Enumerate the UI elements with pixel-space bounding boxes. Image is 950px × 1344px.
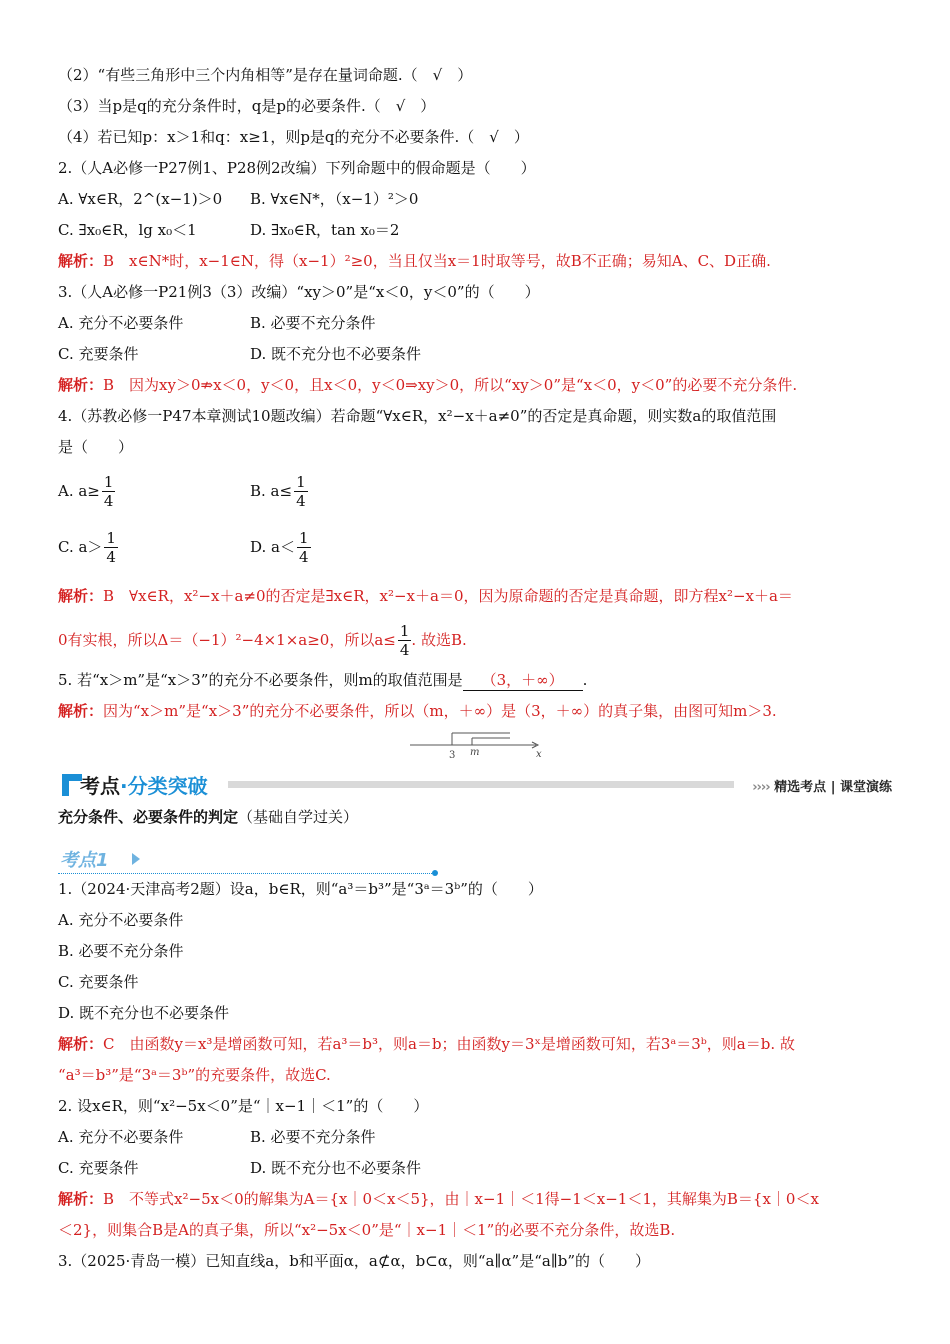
fraction xyxy=(104,529,118,566)
label-3: 3 xyxy=(449,750,456,761)
q4-option-c[interactable] xyxy=(58,519,250,575)
q4-solution-cont xyxy=(58,617,892,663)
fraction-num: 1 xyxy=(399,621,410,640)
p1-option-b[interactable]: B. 必要不充分条件 xyxy=(58,942,184,960)
option-prefix: D. a＜ xyxy=(250,538,295,556)
q3-options-row2 xyxy=(58,339,892,370)
banner-right xyxy=(752,776,892,795)
banner-title-dot: · xyxy=(120,774,128,798)
solution-label: 解析： xyxy=(58,587,104,605)
q5-stem-text: 5. 若“x＞m”是“x＞3”的充分不必要条件，则m的取值范围是 xyxy=(58,671,463,689)
q3-option-d[interactable]: D. 既不充分也不必要条件 xyxy=(250,345,422,363)
number-line-figure xyxy=(410,727,892,763)
fraction xyxy=(294,473,308,510)
q2-option-b[interactable]: B. ∀x∈N*，（x−1）²＞0 xyxy=(250,190,419,208)
solution-text: B 因为xy＞0⇏x＜0，y＜0，且x＜0，y＜0⇒xy＞0，所以“xy＞0”是“x＜0，y＜0”的必要不充分条件. xyxy=(103,376,798,394)
option-prefix: B. a≤ xyxy=(250,482,293,500)
section-title-text: 充分条件、必要条件的判定 xyxy=(58,808,239,826)
p2-option-d[interactable]: D. 既不充分也不必要条件 xyxy=(250,1159,422,1177)
solution-text: 0有实根，所以Δ＝（−1）²−4×1×a≥0，所以a≤ xyxy=(58,631,396,649)
question-4-stem: 4.（苏教必修一P47本章测试10题改编）若命题“∀x∈R，x²−x＋a≠0”的否定是真命题，则实数a的取值范围 xyxy=(58,407,777,425)
solution-label: 解析： xyxy=(58,376,104,394)
q3-option-b[interactable]: B. 必要不充分条件 xyxy=(250,314,376,332)
banner-right-sep: | xyxy=(830,780,836,795)
fraction-num: 1 xyxy=(103,472,114,491)
q2-option-a[interactable]: A. ∀x∈R，2^(x−1)＞0 xyxy=(58,190,223,208)
section-title xyxy=(58,806,358,827)
fraction-den: 4 xyxy=(106,547,116,566)
triangle-right-icon xyxy=(132,853,140,865)
q4-option-b[interactable] xyxy=(250,463,308,519)
q2-option-c[interactable]: C. ∃x₀∈R，lg x₀＜1 xyxy=(58,221,197,239)
q3-option-a[interactable]: A. 充分不必要条件 xyxy=(58,314,184,332)
solution-text: C 由函数y＝x³是增函数可知，若a³＝b³，则a＝b；由函数y＝3ˣ是增函数可知，若3ᵃ＝3ᵇ，则a＝b. 故 xyxy=(103,1035,795,1053)
item-line: （2）“有些三角形中三个内角相等”是存在量词命题.（ √ ） xyxy=(58,66,473,84)
chevrons-icon: ›››› xyxy=(752,780,770,795)
banner-title xyxy=(80,770,208,799)
question-2-stem: 2.（人A必修一P27例1、P28例2改编）下列命题中的假命题是（ ） xyxy=(58,159,536,177)
fraction xyxy=(297,529,311,566)
banner-divider xyxy=(228,781,734,788)
solution-text: B 不等式x²−5x＜0的解集为A＝{x｜0＜x＜5}，由｜x−1｜＜1得−1＜x−1＜1，其解集为B＝{x｜0＜x xyxy=(103,1190,819,1208)
label-m: m xyxy=(470,747,480,758)
p2-options-row1 xyxy=(58,1122,892,1153)
banner-title-b: 分类突破 xyxy=(127,774,208,798)
q2-option-d[interactable]: D. ∃x₀∈R，tan x₀＝2 xyxy=(250,221,400,239)
q4-option-d[interactable] xyxy=(250,519,311,575)
question-block-bottom xyxy=(58,874,892,1277)
p1-option-c[interactable]: C. 充要条件 xyxy=(58,973,139,991)
banner-right-a: 精选考点 xyxy=(774,780,827,795)
p2-option-b[interactable]: B. 必要不充分条件 xyxy=(250,1128,376,1146)
question-3-stem: 3.（人A必修一P21例3（3）改编）“xy＞0”是“x＜0，y＜0”的（ ） xyxy=(58,283,540,301)
solution-text: B x∈N*时，x−1∈N，得（x−1）²≥0，当且仅当x＝1时取等号，故B不正确；易知A、C、D正确. xyxy=(103,252,771,270)
q2-options-row2 xyxy=(58,215,892,246)
p2-solution-cont: ＜2}，则集合B是A的真子集，所以“x²−5x＜0”是“｜x−1｜＜1”的必要不充分条件，故选B. xyxy=(58,1221,676,1239)
solution-text: 因为“x＞m”是“x＞3”的充分不必要条件，所以（m，＋∞）是（3，＋∞）的真子集，由图可知m＞3. xyxy=(103,702,777,720)
p2-option-c[interactable]: C. 充要条件 xyxy=(58,1159,139,1177)
p1-option-a[interactable]: A. 充分不必要条件 xyxy=(58,911,184,929)
fraction-num: 1 xyxy=(106,528,116,547)
p3-stem: 3.（2025·青岛一模）已知直线a，b和平面α，a⊄α，b⊂α，则“a∥α”是“a∥b”的（ ） xyxy=(58,1252,651,1270)
q4-options-row2 xyxy=(58,519,892,575)
q3-options-row1 xyxy=(58,308,892,339)
item-line: （4）若已知p：x＞1和q：x≥1，则p是q的充分不必要条件.（ √ ） xyxy=(58,128,529,146)
question-block-top xyxy=(58,60,892,763)
solution-label: 解析： xyxy=(58,252,104,270)
solution-label: 解析： xyxy=(58,1190,104,1208)
fraction-den: 4 xyxy=(103,491,114,510)
q5-answer-blank[interactable]: （3，＋∞） xyxy=(463,670,583,691)
question-4-stem-cont: 是（ ） xyxy=(58,438,134,456)
p2-stem: 2. 设x∈R，则“x²−5x＜0”是“｜x−1｜＜1”的（ ） xyxy=(58,1097,429,1115)
fraction-den: 4 xyxy=(399,640,410,659)
solution-label: 解析： xyxy=(58,1035,104,1053)
option-prefix: C. a＞ xyxy=(58,538,103,556)
p2-options-row2 xyxy=(58,1153,892,1184)
solution-text: B ∀x∈R，x²−x＋a≠0的否定是∃x∈R，x²−x＋a＝0，因为原命题的否定是真命题，即方程x²−x＋a＝ xyxy=(103,587,793,605)
label-x: x xyxy=(536,749,542,760)
q4-options-row1 xyxy=(58,463,892,519)
p1-stem: 1.（2024·天津高考2题）设a，b∈R，则“a³＝b³”是“3ᵃ＝3ᵇ”的（ ） xyxy=(58,880,543,898)
p1-option-d[interactable]: D. 既不充分也不必要条件 xyxy=(58,1004,230,1022)
fraction-num: 1 xyxy=(296,472,306,491)
question-5-stem xyxy=(58,665,892,696)
number-line-svg xyxy=(410,727,550,761)
q5-solution xyxy=(58,696,892,727)
fraction-den: 4 xyxy=(296,491,306,510)
section-banner xyxy=(58,768,892,802)
banner-right-b: 课堂演练 xyxy=(839,780,892,795)
q4-option-a[interactable] xyxy=(58,463,250,519)
solution-label: 解析： xyxy=(58,702,104,720)
p1-solution-cont: “a³＝b³”是“3ᵃ＝3ᵇ”的充要条件，故选C. xyxy=(58,1066,331,1084)
fraction xyxy=(398,622,412,659)
p2-solution xyxy=(58,1184,892,1215)
fraction xyxy=(102,473,116,510)
q3-option-c[interactable]: C. 充要条件 xyxy=(58,345,139,363)
option-prefix: A. a≥ xyxy=(58,482,100,500)
q2-options-row1 xyxy=(58,184,892,215)
section-subtitle: （基础自学过关） xyxy=(238,808,359,826)
item-line: （3）当p是q的充分条件时，q是p的必要条件.（ √ ） xyxy=(58,97,436,115)
fraction-den: 4 xyxy=(298,547,309,566)
p2-option-a[interactable]: A. 充分不必要条件 xyxy=(58,1128,184,1146)
kaodian-tag: 考点1 xyxy=(60,850,109,871)
q4-solution xyxy=(58,575,892,617)
p1-solution xyxy=(58,1029,892,1060)
q3-solution xyxy=(58,370,892,401)
banner-title-a: 考点 xyxy=(80,774,120,798)
q2-solution xyxy=(58,246,892,277)
q5-stem-end: . xyxy=(582,671,588,689)
fraction-num: 1 xyxy=(298,528,309,547)
kaodian-header xyxy=(58,846,438,876)
solution-text-end: . 故选B. xyxy=(411,631,467,649)
